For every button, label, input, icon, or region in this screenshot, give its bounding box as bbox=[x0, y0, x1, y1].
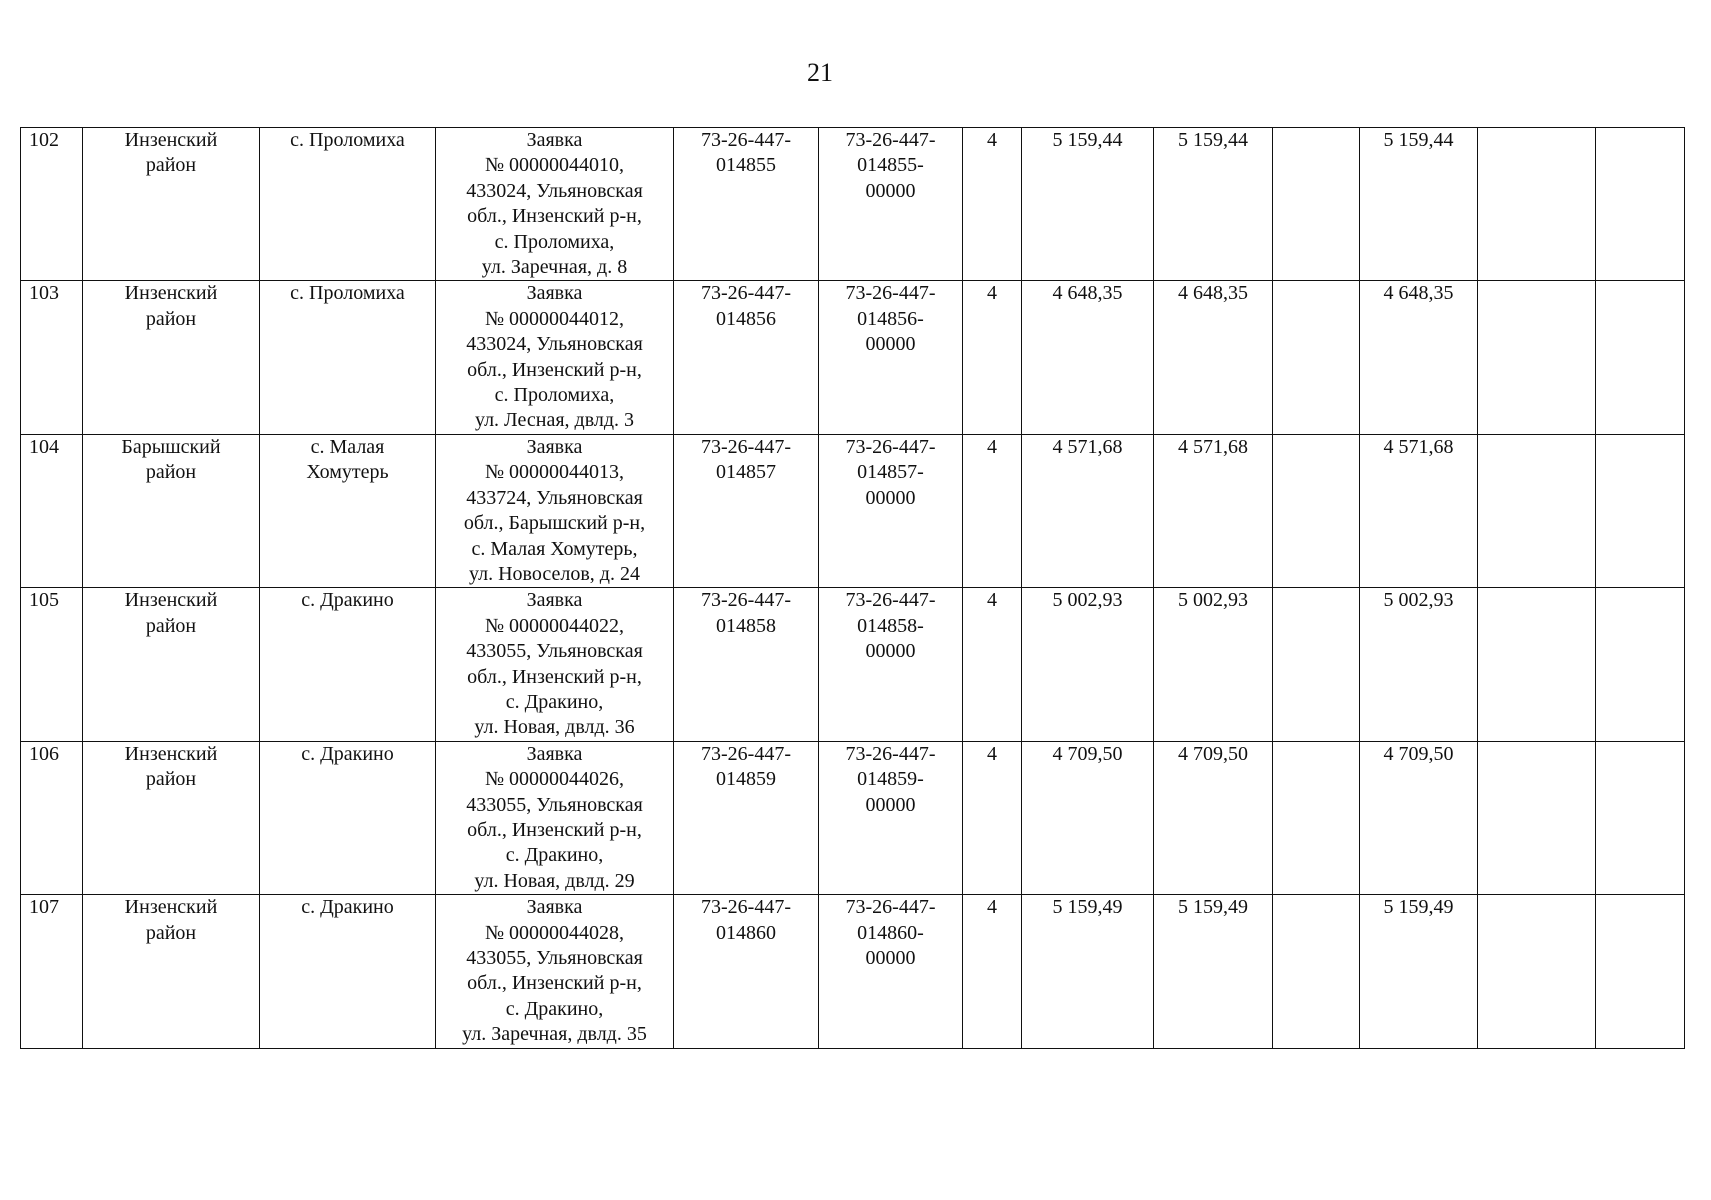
request-address-line: с. Малая Хомутерь, bbox=[471, 537, 638, 560]
identifier-line: 014855 bbox=[716, 154, 776, 177]
request-address-cell bbox=[436, 741, 674, 894]
request-address-line: 433055, Ульяновская bbox=[466, 947, 643, 969]
request-address-line: ул. Заречная, д. 8 bbox=[481, 256, 628, 279]
district-cell bbox=[83, 281, 260, 434]
full-identifier-line: 014859- bbox=[857, 768, 924, 791]
locality-cell bbox=[260, 895, 436, 1048]
page-number: 21 bbox=[807, 58, 833, 87]
amount-total-cell: 4 571,68 bbox=[1154, 434, 1273, 587]
full-identifier-line: 00000 bbox=[865, 640, 916, 663]
request-address-line: 433724, Ульяновская bbox=[466, 486, 643, 509]
table-row bbox=[21, 434, 1685, 587]
empty-cell bbox=[1273, 895, 1360, 1048]
request-address-line: ул. Новая, двлд. 36 bbox=[474, 716, 635, 739]
request-address-cell bbox=[436, 128, 674, 281]
identifier-line: 73-26-447- bbox=[701, 282, 791, 305]
full-identifier-cell bbox=[819, 895, 963, 1048]
request-address-line: с. Проломиха, bbox=[494, 230, 615, 253]
district-line: район bbox=[145, 614, 197, 637]
identifier-cell bbox=[674, 741, 819, 894]
empty-cell bbox=[1273, 434, 1360, 587]
quantity-cell: 4 bbox=[963, 128, 1022, 281]
request-address-line: 433055, Ульяновская bbox=[466, 793, 643, 816]
request-address-cell bbox=[436, 281, 674, 434]
request-address-line: обл., Барышский р-н, bbox=[463, 512, 646, 535]
request-address-line: с. Дракино, bbox=[505, 844, 604, 867]
table-row bbox=[21, 741, 1685, 894]
full-identifier-cell bbox=[819, 434, 963, 587]
identifier-line: 73-26-447- bbox=[701, 129, 791, 151]
request-address-line: обл., Инзенский р-н, bbox=[467, 972, 642, 995]
request-address-line: ул. Заречная, двлд. 35 bbox=[462, 1023, 647, 1046]
request-address-line: обл., Инзенский р-н, bbox=[467, 358, 642, 381]
district-cell bbox=[83, 434, 260, 587]
district-line: Инзенский bbox=[124, 742, 218, 765]
locality-line: Хомутерь bbox=[306, 461, 389, 484]
locality-line: с. Дракино bbox=[301, 589, 394, 612]
amount-cell: 4 648,35 bbox=[1022, 281, 1154, 434]
full-identifier-line: 014856- bbox=[857, 307, 924, 330]
full-identifier-line: 00000 bbox=[865, 333, 916, 356]
full-identifier-line: 73-26-447- bbox=[845, 742, 936, 765]
empty-cell bbox=[1478, 895, 1596, 1048]
district-cell bbox=[83, 895, 260, 1048]
amount-final-cell: 5 159,49 bbox=[1360, 895, 1478, 1048]
identifier-line: 014859 bbox=[716, 768, 776, 791]
amount-final-cell: 4 648,35 bbox=[1360, 281, 1478, 434]
amount-total-cell: 4 709,50 bbox=[1154, 741, 1273, 894]
quantity-cell: 4 bbox=[963, 281, 1022, 434]
request-address-line: с. Проломиха, bbox=[494, 384, 615, 407]
district-cell bbox=[83, 128, 260, 281]
table-row bbox=[21, 128, 1685, 281]
empty-cell bbox=[1478, 434, 1596, 587]
amount-cell: 4 571,68 bbox=[1022, 434, 1154, 587]
identifier-line: 014857 bbox=[716, 461, 776, 484]
identifier-line: 73-26-447- bbox=[701, 896, 791, 919]
request-address-line: ул. Лесная, двлд. 3 bbox=[474, 409, 635, 432]
request-address-line: с. Дракино, bbox=[505, 690, 604, 713]
identifier-cell bbox=[674, 588, 819, 741]
table-row bbox=[21, 895, 1685, 1048]
request-address-line: 433024, Ульяновская bbox=[466, 179, 643, 202]
table-body bbox=[21, 128, 1685, 1049]
row-number-cell: 107 bbox=[21, 895, 83, 1048]
amount-total-cell: 5 002,93 bbox=[1154, 588, 1273, 741]
request-address-line: № 00000044012, bbox=[484, 307, 625, 330]
quantity-cell: 4 bbox=[963, 895, 1022, 1048]
request-address-line: 433055, Ульяновская bbox=[466, 640, 643, 663]
request-address-line: № 00000044028, bbox=[484, 921, 625, 944]
quantity-cell: 4 bbox=[963, 741, 1022, 894]
empty-cell bbox=[1596, 281, 1685, 434]
request-address-line: № 00000044022, bbox=[484, 614, 625, 637]
empty-cell bbox=[1596, 434, 1685, 587]
row-number-cell: 103 bbox=[21, 281, 83, 434]
request-address-line: № 00000044010, bbox=[484, 154, 625, 177]
locality-cell bbox=[260, 588, 436, 741]
district-line: Барышский bbox=[121, 435, 221, 458]
request-address-line: обл., Инзенский р-н, bbox=[467, 818, 642, 841]
request-address-cell bbox=[436, 895, 674, 1048]
locality-cell bbox=[260, 434, 436, 587]
table-row bbox=[21, 588, 1685, 741]
locality-line: с. Малая bbox=[310, 435, 385, 458]
locality-cell bbox=[260, 741, 436, 894]
request-address-line: № 00000044013, bbox=[484, 461, 625, 484]
request-address-line: Заявка bbox=[526, 435, 583, 458]
amount-final-cell: 4 709,50 bbox=[1360, 741, 1478, 894]
full-identifier-cell bbox=[819, 741, 963, 894]
request-address-line: № 00000044026, bbox=[484, 768, 625, 791]
request-address-line: ул. Новоселов, д. 24 bbox=[469, 562, 640, 585]
request-address-line: Заявка bbox=[526, 742, 583, 765]
amount-cell: 5 159,44 bbox=[1022, 128, 1154, 281]
full-identifier-line: 014857- bbox=[857, 461, 924, 484]
request-address-line: с. Дракино, bbox=[505, 997, 604, 1020]
request-address-line: ул. Новая, двлд. 29 bbox=[474, 869, 635, 892]
full-identifier-line: 00000 bbox=[865, 179, 916, 202]
locality-line: с. Дракино bbox=[301, 896, 394, 919]
district-cell bbox=[83, 741, 260, 894]
full-identifier-line: 014855- bbox=[857, 154, 924, 177]
empty-cell bbox=[1596, 128, 1685, 281]
amount-cell: 4 709,50 bbox=[1022, 741, 1154, 894]
district-line: район bbox=[145, 461, 197, 484]
request-address-line: Заявка bbox=[526, 589, 583, 612]
amount-final-cell: 5 159,44 bbox=[1360, 128, 1478, 281]
amount-final-cell: 5 002,93 bbox=[1360, 588, 1478, 741]
locality-line: с. Проломиха bbox=[290, 282, 405, 305]
full-identifier-line: 73-26-447- bbox=[845, 896, 936, 919]
district-line: район bbox=[145, 154, 197, 177]
request-address-cell bbox=[436, 588, 674, 741]
full-identifier-line: 73-26-447- bbox=[845, 435, 936, 458]
locality-cell bbox=[260, 128, 436, 281]
table-row bbox=[21, 281, 1685, 434]
district-cell bbox=[83, 588, 260, 741]
identifier-line: 014860 bbox=[716, 921, 776, 944]
empty-cell bbox=[1478, 281, 1596, 434]
row-number-cell: 102 bbox=[21, 128, 83, 281]
district-line: район bbox=[145, 921, 197, 944]
request-address-line: 433024, Ульяновская bbox=[466, 333, 643, 356]
empty-cell bbox=[1478, 741, 1596, 894]
identifier-line: 014858 bbox=[716, 614, 776, 637]
empty-cell bbox=[1478, 128, 1596, 281]
district-line: Инзенский bbox=[124, 896, 218, 919]
quantity-cell: 4 bbox=[963, 434, 1022, 587]
identifier-cell bbox=[674, 128, 819, 281]
full-identifier-line: 73-26-447- bbox=[845, 129, 936, 151]
locality-cell bbox=[260, 281, 436, 434]
identifier-cell bbox=[674, 434, 819, 587]
amount-total-cell: 5 159,44 bbox=[1154, 128, 1273, 281]
district-line: Инзенский bbox=[124, 589, 218, 612]
empty-cell bbox=[1596, 741, 1685, 894]
empty-cell bbox=[1478, 588, 1596, 741]
identifier-line: 014856 bbox=[716, 307, 776, 330]
identifier-cell bbox=[674, 895, 819, 1048]
row-number-cell: 106 bbox=[21, 741, 83, 894]
identifier-cell bbox=[674, 281, 819, 434]
request-address-line: обл., Инзенский р-н, bbox=[467, 665, 642, 688]
empty-cell bbox=[1596, 895, 1685, 1048]
quantity-cell: 4 bbox=[963, 588, 1022, 741]
empty-cell bbox=[1273, 281, 1360, 434]
amount-cell: 5 002,93 bbox=[1022, 588, 1154, 741]
full-identifier-line: 014858- bbox=[857, 614, 924, 637]
district-line: Инзенский bbox=[124, 282, 218, 305]
full-identifier-line: 73-26-447- bbox=[845, 282, 936, 305]
empty-cell bbox=[1596, 588, 1685, 741]
row-number-cell: 105 bbox=[21, 588, 83, 741]
empty-cell bbox=[1273, 588, 1360, 741]
empty-cell bbox=[1273, 741, 1360, 894]
full-identifier-cell bbox=[819, 281, 963, 434]
request-address-line: обл., Инзенский р-н, bbox=[467, 205, 642, 228]
request-address-line: Заявка bbox=[526, 896, 583, 919]
full-identifier-line: 73-26-447- bbox=[845, 589, 936, 612]
full-identifier-cell bbox=[819, 588, 963, 741]
amount-total-cell: 5 159,49 bbox=[1154, 895, 1273, 1048]
registry-table bbox=[20, 127, 1685, 1049]
full-identifier-line: 00000 bbox=[865, 947, 916, 969]
full-identifier-line: 014860- bbox=[857, 921, 924, 944]
amount-total-cell: 4 648,35 bbox=[1154, 281, 1273, 434]
row-number-cell: 104 bbox=[21, 434, 83, 587]
full-identifier-cell bbox=[819, 128, 963, 281]
district-line: район bbox=[145, 768, 197, 791]
identifier-line: 73-26-447- bbox=[701, 589, 791, 612]
amount-final-cell: 4 571,68 bbox=[1360, 434, 1478, 587]
locality-line: с. Дракино bbox=[301, 742, 394, 765]
district-line: район bbox=[145, 307, 197, 330]
district-line: Инзенский bbox=[124, 129, 218, 151]
request-address-line: Заявка bbox=[526, 282, 583, 305]
request-address-line: Заявка bbox=[526, 129, 583, 151]
identifier-line: 73-26-447- bbox=[701, 742, 791, 765]
locality-line: с. Проломиха bbox=[290, 129, 405, 151]
identifier-line: 73-26-447- bbox=[701, 435, 791, 458]
full-identifier-line: 00000 bbox=[865, 486, 916, 509]
request-address-cell bbox=[436, 434, 674, 587]
empty-cell bbox=[1273, 128, 1360, 281]
amount-cell: 5 159,49 bbox=[1022, 895, 1154, 1048]
full-identifier-line: 00000 bbox=[865, 793, 916, 816]
